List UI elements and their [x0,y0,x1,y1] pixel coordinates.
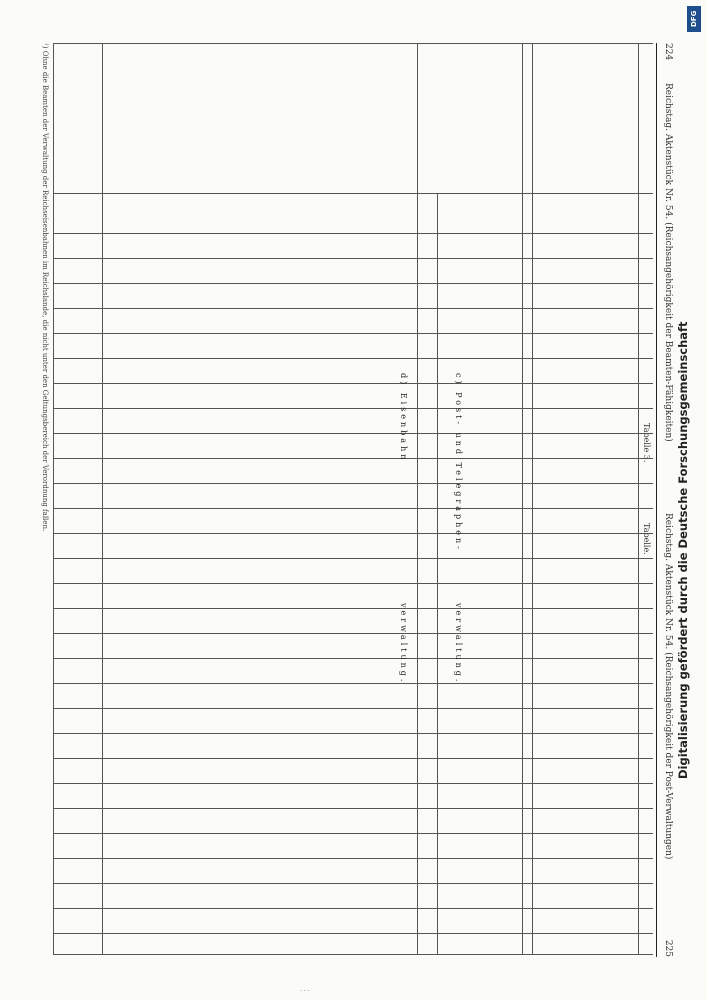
section-post-telegraph: c) Post- und Telegraphen- [454,373,463,552]
table-label: Tabelle 3. [642,423,651,463]
section-railway-cont: verwaltung. [399,603,408,685]
bottom-note: · · · [300,988,310,995]
page-header [657,43,673,957]
dfg-logo: DFG [687,6,701,32]
statistics-table [53,43,653,955]
right-running-title: Reichstag. Aktenstück Nr. 54. (Reichsangehörigkeit der Post-Verwaltungen) [663,513,673,860]
rotated-table-sheet [37,35,677,965]
section-railway: d) Eisenbahn [399,373,408,463]
left-page-number: 224 [663,43,673,61]
right-page-number: 225 [663,939,673,957]
left-running-title: Reichstag. Aktenstück Nr. 54. (Reichsangehörigkeit der Beamten-Fähigkeiten) [663,83,673,442]
footnote: ¹) Ohne die Beamten der Verwaltung der Reichseisenbahnen im Reichslande, die nicht unter den Geltungsbereich der Verordnung fallen. [41,43,49,532]
dfg-credit: Digitalisierung gefördert durch die Deutsche Forschungsgemeinschaft [676,321,690,779]
table-label-right: Tabelle. [642,523,651,555]
header-rule [656,43,657,957]
section-post-telegraph-cont: verwaltung. [454,603,463,685]
